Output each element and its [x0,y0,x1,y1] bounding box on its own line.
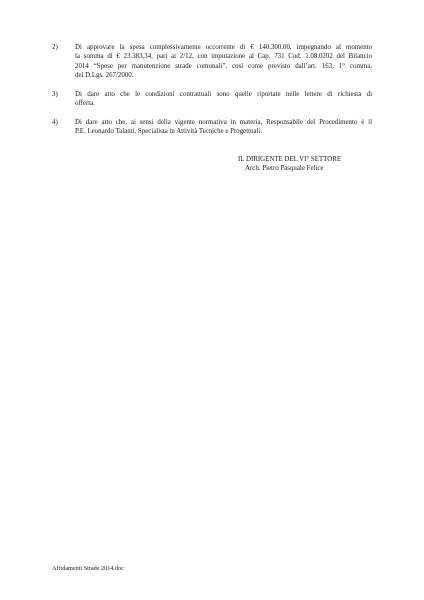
list-item-text [75,118,372,137]
text-line: offerta. [75,100,95,108]
text-line: la somma di € 23.383,34, pari ai 2/12, con imputazione al Cap. 731 Cod. 1.08.0202 del Bilancio [75,53,372,61]
list-item-text [75,90,372,109]
list-item-3 [52,90,372,109]
text-line: P.E. Leonardo Talanti, Specialista in Attività Tecniche e Progettuali. [75,128,263,136]
list-item-2 [52,43,372,81]
list-item-text [75,43,372,81]
text-line: Di dare atto che, ai sensi della vigente normativa in materia, Responsabile del Procedimento è il [75,119,372,126]
text-line: Di approvare la spesa complessivamente occorrente di € 140.300,00, impegnando al momento [75,44,372,51]
list-item-number: 2) [52,44,58,51]
text-line: Di dare atto che le condizioni contrattuali sono quelle riportate nelle lettere di richiesta di [75,91,372,98]
signature-title: IL DIRIGENTE DEL VI° SETTORE [238,156,342,163]
text-line: 2014 “Spese per manutenzione strade comunali”, così come previsto dall’art. 163, 1° comma, [75,62,372,70]
signature-block [238,155,378,174]
signature-name: Arch. Pietro Pasquale Felice [245,165,324,173]
list-item-4 [52,118,372,137]
text-line: del D.Lgs. 267/2000. [75,72,134,80]
footer-filename: Affidamenti Strade 2014.doc [52,565,124,572]
list-item-number: 4) [52,119,58,126]
list-item-number: 3) [52,91,58,98]
